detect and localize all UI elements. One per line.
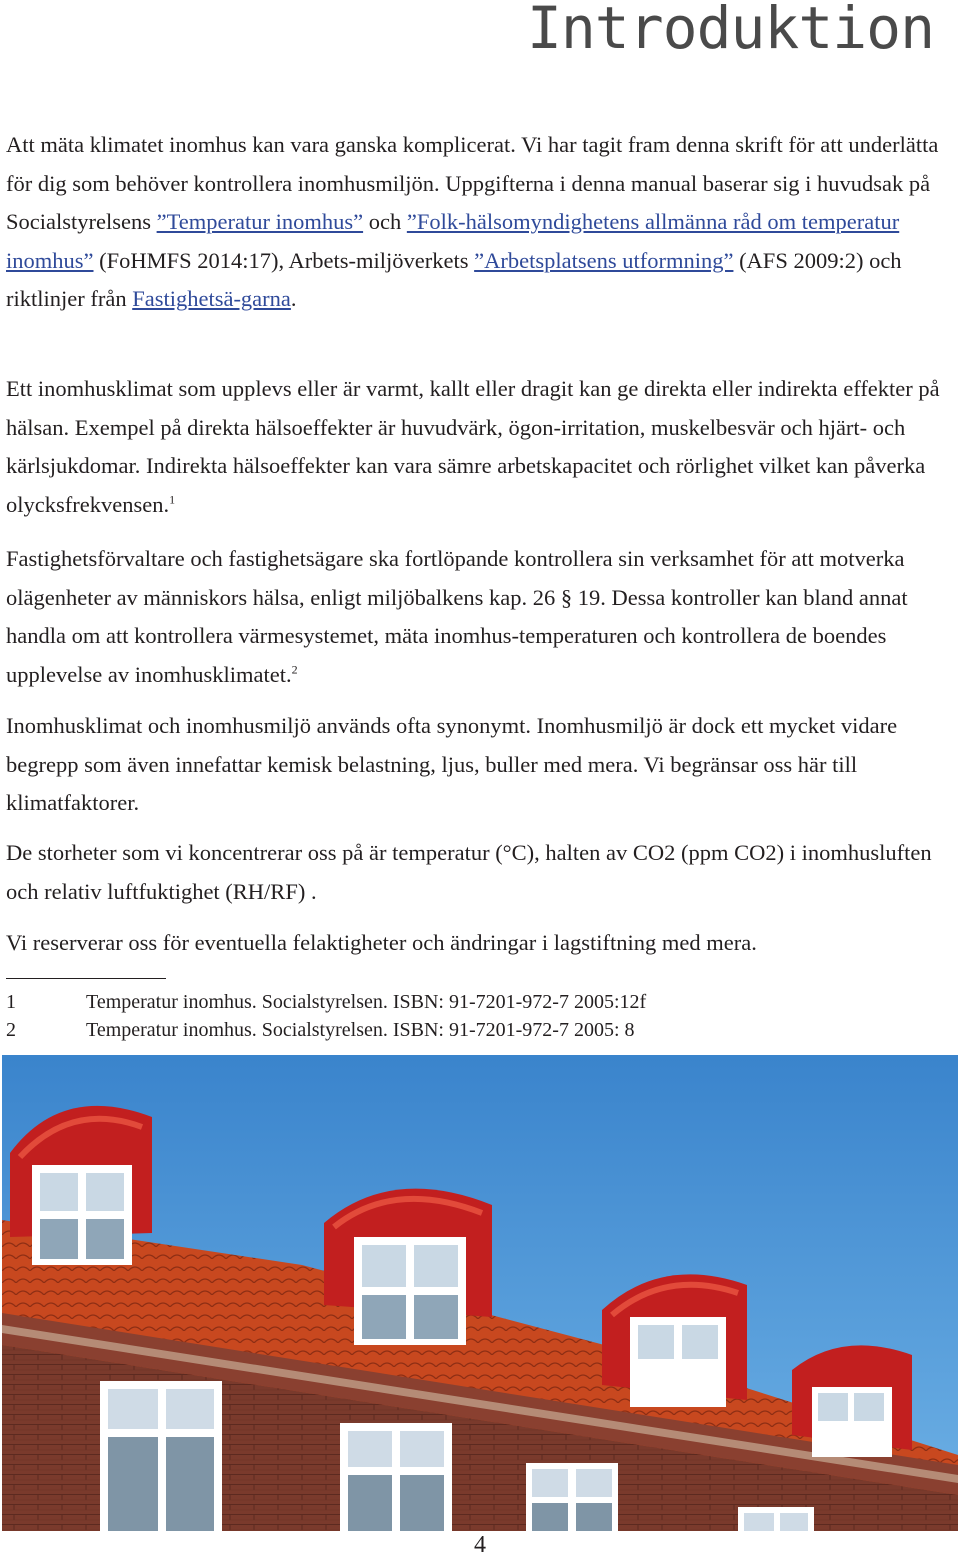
facade-window: [100, 1381, 222, 1531]
footnote-divider: [6, 978, 166, 979]
building-photo: [2, 1055, 958, 1531]
footnote-2: [6, 1016, 906, 1044]
building-illustration: [2, 1055, 958, 1531]
footnote-text: Temperatur inomhus. Socialstyrelsen. ISBN: 91-7201-972-7 2005:12f: [86, 991, 647, 1013]
footnote-ref-2: 2: [291, 662, 298, 677]
link-arbetsplatsens-utformning[interactable]: ”Arbetsplatsens utformning”: [474, 247, 734, 273]
intro-text-3: (FoHMFS 2014:17), Arbets-miljöverkets: [93, 247, 475, 273]
footnote-number: 1: [6, 991, 16, 1013]
intro-text-2: och: [363, 209, 407, 235]
link-folkhalsomyndigheten[interactable]: ”Folk-hälsomyndighetens allmänna råd om temperatur inomhus”: [6, 209, 900, 273]
health-effects-text: Ett inomhusklimat som upplevs eller är varmt, kallt eller dragit kan ge direkta eller indirekta effekter på hälsan. Exempel på direkta hälsoeffekter är huvudvärk, ögon-irritation, muskelbesvär och hjärt- och kärlsjukdomar. Indirekta hälsoeffekter kan vara sämre arbetskapacitet och rörlighet vilket kan påverka olycksfrekvensen.: [6, 376, 940, 517]
footnote-text: Temperatur inomhus. Socialstyrelsen. ISBN: 91-7201-972-7 2005: 8: [86, 1019, 635, 1041]
disclaimer-paragraph: Vi reserverar oss för eventuella felaktigheter och ändringar i lagstiftning med mera.: [6, 930, 757, 955]
measured-quantities-paragraph: De storheter som vi koncentrerar oss på är temperatur (°C), halten av CO2 (ppm CO2) i inomhusluften och relativ luftfuktighet (RH/RF) .: [6, 840, 932, 904]
link-fastighetsagarna[interactable]: Fastighetsä-garna: [132, 286, 291, 312]
footnotes: [6, 988, 906, 1044]
footnote-1: [6, 988, 906, 1016]
indoor-environment-paragraph: Inomhusklimat och inomhusmiljö används ofta synonymt. Inomhusmiljö är dock ett mycket vidare begrepp som även innefattar kemisk belastning, ljus, buller med mera. Vi begränsar oss här till klimatfaktorer.: [6, 713, 898, 816]
link-temperatur-inomhus[interactable]: ”Temperatur inomhus”: [156, 209, 364, 235]
health-effects-paragraph: [6, 370, 946, 524]
page-number: 4: [474, 1532, 486, 1558]
footnote-ref-1: 1: [169, 492, 176, 507]
facade-window: [340, 1423, 452, 1531]
page-title: Introduktion: [526, 0, 934, 62]
property-owner-text: Fastighetsförvaltare och fastighetsägare ska fortlöpande kontrollera sin verksamhet för att motverka olägenheter av människors hälsa, enligt miljöbalkens kap. 26 § 19. Dessa kontroller kan bland annat handla om att kontrollera värmesystemet, mäta inomhus-temperaturen och kontrollera de boendes upplevelse av inomhusklimatet.: [6, 546, 908, 687]
facade-window: [738, 1507, 814, 1531]
footnote-number: 2: [6, 1019, 16, 1041]
property-owner-paragraph: [6, 540, 946, 694]
facade-window: [526, 1463, 618, 1531]
intro-paragraph: [6, 126, 946, 319]
intro-text-5: .: [290, 286, 297, 312]
dormer-window: [602, 1274, 747, 1407]
intro-text-4: (AFS 2009:2) och riktlinjer från: [6, 247, 902, 312]
intro-text-1: Att mäta klimatet inomhus kan vara ganska komplicerat. Vi har tagit fram denna skrift för att underlätta för dig som behöver kontrollera inomhusmiljön. Uppgifterna i denna manual baserar sig i huvudsak på Socialstyrelsens: [6, 132, 939, 235]
